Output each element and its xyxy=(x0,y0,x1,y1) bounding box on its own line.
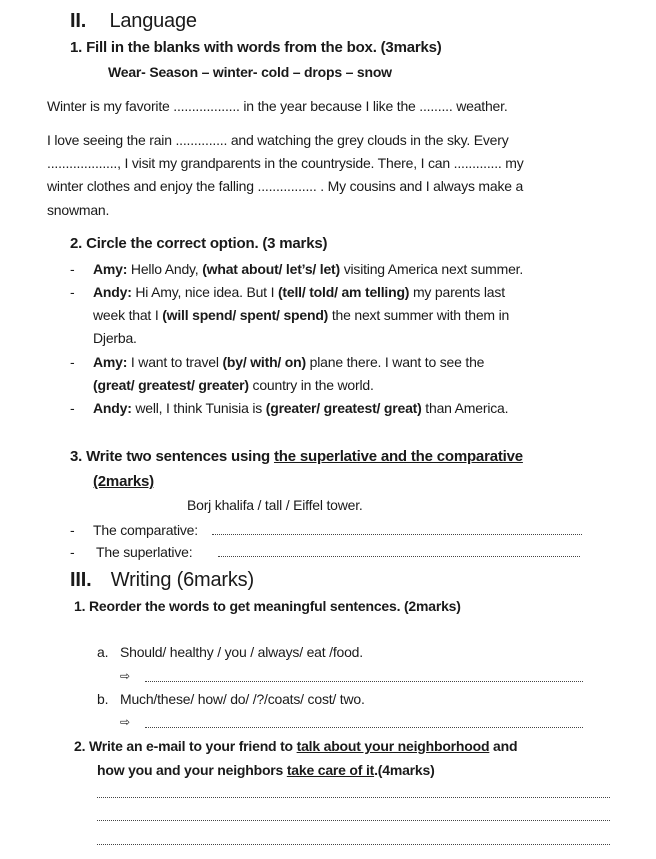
text: .(4marks) xyxy=(374,762,435,778)
paragraph-2-line: ..................., I visit my grandparents in the countryside. There, I can ............. my xyxy=(47,155,524,171)
item-text: Much/these/ how/ do/ /?/coats/ cost/ two. xyxy=(119,691,365,707)
text: my parents last xyxy=(409,284,505,300)
paragraph-2-line: snowman. xyxy=(47,202,110,218)
dialogue-line xyxy=(93,283,505,301)
email-task-line-1 xyxy=(74,737,517,755)
options: (greater/ greatest/ great) xyxy=(265,400,422,416)
text: I want to travel xyxy=(127,354,223,370)
options: (will spend/ spent/ spend) xyxy=(162,307,329,323)
reorder-item xyxy=(97,690,365,708)
section-heading-language xyxy=(70,9,197,33)
section-title: Language xyxy=(109,10,197,32)
section-numeral: III. xyxy=(70,569,92,591)
comparative-label: The comparative: xyxy=(93,522,198,538)
speaker: Amy: xyxy=(93,261,128,277)
comparative-answer-line[interactable] xyxy=(212,534,582,535)
q3-prompt: Borj khalifa / tall / Eiffel tower. xyxy=(187,497,363,513)
paragraph-2-line: winter clothes and enjoy the falling ................ . My cousins and I always make a xyxy=(47,178,524,194)
section-numeral: II. xyxy=(70,10,87,32)
text: visiting America next summer. xyxy=(340,261,524,277)
text: and xyxy=(489,738,518,754)
text: the next summer with them in xyxy=(328,307,510,323)
reorder-title: 1. Reorder the words to get meaningful sentences. (2marks) xyxy=(74,598,461,614)
superlative-answer-line[interactable] xyxy=(218,556,580,557)
dash: - xyxy=(70,400,75,416)
dialogue-line xyxy=(93,353,484,371)
options: (by/ with/ on) xyxy=(222,354,306,370)
dialogue-line xyxy=(93,399,508,417)
word-box: Wear- Season – winter- cold – drops – snow xyxy=(108,64,392,80)
arrow-icon: ⇨ xyxy=(120,715,130,729)
dialogue-line: Djerba. xyxy=(93,330,137,346)
section-heading-writing xyxy=(70,568,254,592)
dash: - xyxy=(70,261,75,277)
text: 3. Write two sentences using xyxy=(70,448,274,465)
text: Hi Amy, nice idea. But I xyxy=(131,284,278,300)
text: how you and your neighbors xyxy=(97,762,287,778)
item-label: a. xyxy=(97,644,109,660)
text: well, I think Tunisia is xyxy=(131,400,266,416)
options: (tell/ told/ am telling) xyxy=(277,284,410,300)
section-title: Writing (6marks) xyxy=(110,569,254,591)
paragraph-1: Winter is my favorite .................. in the year because I like the ......... weather. xyxy=(47,98,508,114)
dash: - xyxy=(70,354,75,370)
paragraph-2-line: I love seeing the rain .............. and watching the grey clouds in the sky. Every xyxy=(47,132,509,148)
underlined-text: take care of it xyxy=(286,762,375,778)
q1-title: 1. Fill in the blanks with words from the box. (3marks) xyxy=(70,39,442,56)
reorder-item xyxy=(97,643,363,661)
arrow-icon: ⇨ xyxy=(120,669,130,683)
text: plane there. I want to see the xyxy=(305,354,485,370)
dash: - xyxy=(70,284,75,300)
underlined-text: talk about your neighborhood xyxy=(296,738,490,754)
superlative-label: The superlative: xyxy=(96,544,193,560)
item-text: Should/ healthy / you / always/ eat /food. xyxy=(119,644,363,660)
speaker: Andy: xyxy=(93,284,132,300)
dialogue-line xyxy=(93,260,523,278)
underlined-text: the superlative and the comparative xyxy=(273,448,523,465)
email-answer-line[interactable] xyxy=(97,797,610,798)
dash: - xyxy=(70,522,75,538)
email-task-line-2 xyxy=(97,761,435,779)
speaker: Andy: xyxy=(93,400,132,416)
dialogue-line xyxy=(93,376,374,394)
text: Hello Andy, xyxy=(127,261,203,277)
options: (great/ greatest/ greater) xyxy=(93,377,249,393)
item-label: b. xyxy=(97,691,109,707)
reorder-answer-line[interactable] xyxy=(145,681,583,682)
reorder-answer-line[interactable] xyxy=(145,727,583,728)
email-answer-line[interactable] xyxy=(97,820,610,821)
email-answer-line[interactable] xyxy=(97,844,610,845)
text: 2. Write an e-mail to your friend to xyxy=(74,738,297,754)
speaker: Amy: xyxy=(93,354,128,370)
options: (what about/ let’s/ let) xyxy=(202,261,340,277)
text: week that I xyxy=(93,307,163,323)
dialogue-line xyxy=(93,306,509,324)
q3-title xyxy=(70,448,523,466)
text: than America. xyxy=(421,400,509,416)
dash: - xyxy=(70,544,75,560)
q3-marks: (2marks) xyxy=(93,473,154,490)
text: country in the world. xyxy=(248,377,374,393)
q2-title: 2. Circle the correct option. (3 marks) xyxy=(70,235,328,252)
